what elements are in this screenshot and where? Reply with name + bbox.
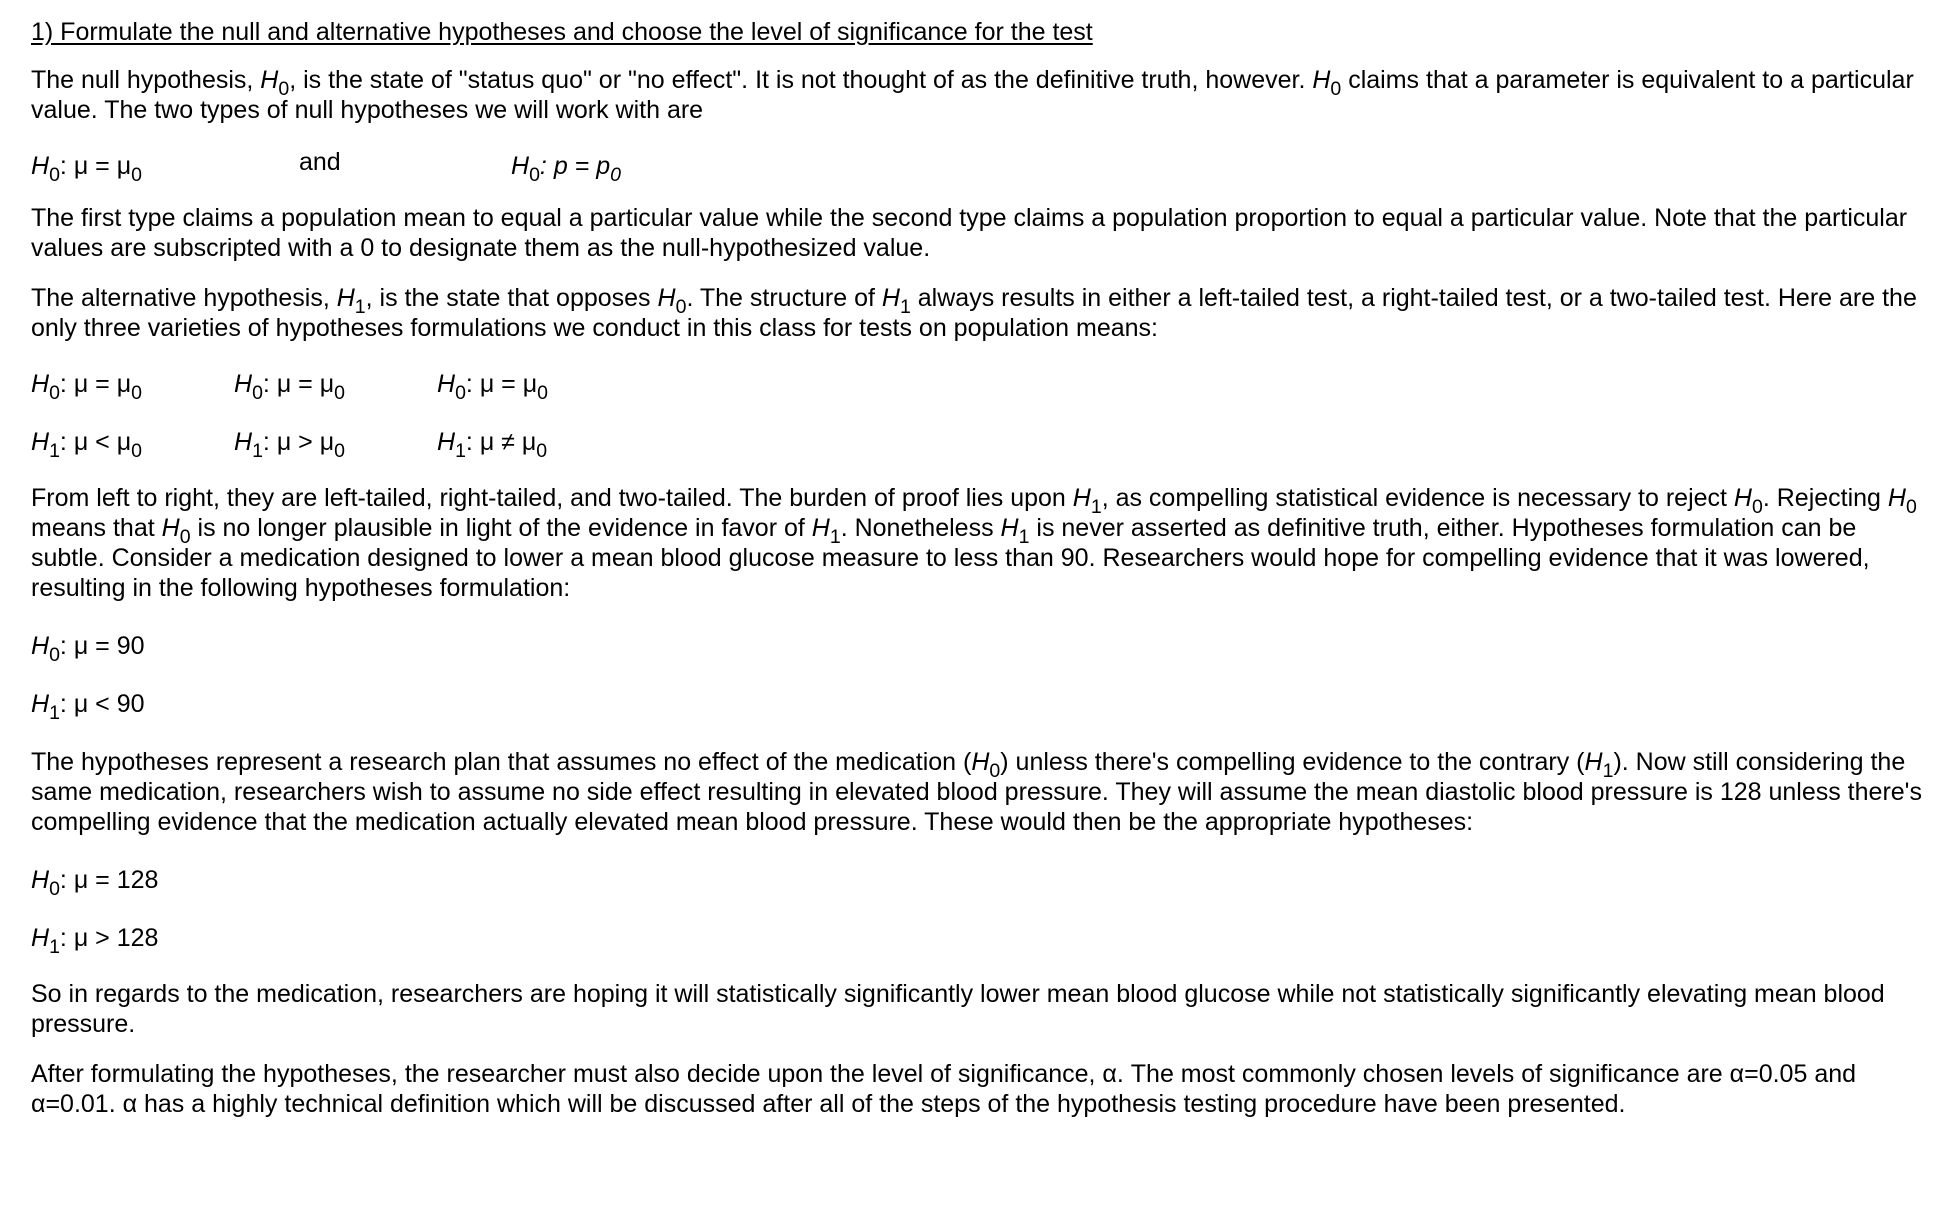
- h1-symbol: $H_1$: [881, 284, 911, 318]
- left-tailed-alt: $H_1$: $\mu < \mu_0$: [31, 428, 142, 462]
- h0-symbol: $H_0$: [971, 748, 1001, 782]
- alternative-hypothesis-paragraph: The alternative hypothesis, $H_1$, is the state that opposes $H_0$. The structure of $H_1$ always results in either a left-tailed test, a right-tailed test, or a two-tailed test. Here are the only three varieties of hypotheses formulations we conduct in this class for tests on population means:: [31, 284, 1917, 342]
- h1-symbol: $H_1$: [1584, 748, 1614, 782]
- h0-symbol: $H_0$: [1312, 66, 1342, 100]
- and-connector: and: [299, 148, 341, 176]
- proportion-null-formula: $H_0$: $p = p_0$: [511, 152, 621, 186]
- text-run: claims that a parameter is equivalent to a particular value. The two types of null hypotheses we will work with are: [31, 66, 1914, 124]
- pressure-null-formula: $H_0$: μ = 128: [31, 866, 159, 900]
- section-heading: 1) Formulate the null and alternative hypotheses and choose the level of significance for the test: [31, 18, 1093, 46]
- null-types-row: [31, 145, 1931, 203]
- text-run: The null hypothesis,: [31, 66, 261, 94]
- h1-symbol: $H_1$: [811, 514, 841, 548]
- null-hypothesis-paragraph: [31, 65, 1931, 125]
- h0-symbol: $H_0$: [657, 284, 687, 318]
- null-types-explanation: The first type claims a population mean to equal a particular value while the second type claims a population proportion to equal a particular value. Note that the particular values are subscripted with a 0 to designate them as the null-hypothesized value.: [31, 204, 1908, 262]
- glucose-alt-formula: $H_1$: μ < 90: [31, 690, 145, 724]
- two-tailed-alt: $H_1$: $\mu \ne \mu_0$: [437, 428, 548, 462]
- burden-of-proof-paragraph: From left to right, they are left-tailed, right-tailed, and two-tailed. The burden of proof lies upon $H_1$, as compelling statistical evidence is necessary to reject $H_0$. Rejecting $H_0$ means that $H_0$ is no longer plausible in light of the evidence in favor of $H_1$. Nonetheless $H_1$ is never asserted as definitive truth, either. Hypotheses formulation can be subtle. Consider a medication designed to lower a mean blood glucose measure to less than 90. Researchers would hope for compelling evidence that it was lowered, resulting in the following hypotheses formulation:: [31, 484, 1917, 602]
- research-plan-paragraph: The hypotheses represent a research plan that assumes no effect of the medication $(H_0)$ unless there's compelling evidence to the contrary $(H_1)$. Now still considering the same medication, researchers wish to assume no side effect resulting in elevated blood pressure. They will assume the mean diastolic blood pressure is 128 unless there's compelling evidence that the medication actually elevated mean blood pressure. These would then be the appropriate hypotheses:: [31, 748, 1922, 836]
- three-forms-alt-row: [31, 421, 1931, 483]
- h0-symbol: $H_0$: [161, 514, 191, 548]
- right-tailed-null: $H_0$: $\mu = \mu_0$: [234, 370, 345, 404]
- right-tailed-alt: $H_1$: $\mu > \mu_0$: [234, 428, 345, 462]
- document-body: [31, 16, 1931, 1139]
- significance-level-paragraph: After formulating the hypotheses, the researcher must also decide upon the level of significance, α. The most commonly chosen levels of significance are α=0.05 and α=0.01. α has a highly technical definition which will be discussed after all of the steps of the hypothesis testing procedure have been presented.: [31, 1060, 1857, 1118]
- text-run: , is the state of "status quo" or "no effect". It is not thought of as the definitive truth, however.: [289, 66, 1313, 94]
- h1-symbol: $H_1$: [1000, 514, 1030, 548]
- glucose-null-formula: $H_0$: μ = 90: [31, 632, 145, 666]
- h0-symbol: $H_0$: [260, 66, 290, 100]
- left-tailed-null: $H_0$: $\mu = \mu_0$: [31, 370, 142, 404]
- pressure-alt-formula: $H_1$: μ > 128: [31, 924, 159, 958]
- h0-symbol: $H_0$: [1733, 484, 1763, 518]
- h1-symbol: $H_1$: [336, 284, 366, 318]
- three-forms-null-row: [31, 363, 1931, 421]
- h0-symbol: $H_0$: [1887, 484, 1917, 518]
- h1-symbol: $H_1$: [1072, 484, 1102, 518]
- medication-summary-paragraph: So in regards to the medication, researchers are hoping it will statistically significantly lower mean blood glucose while not statistically significantly elevating mean blood pressure.: [31, 980, 1885, 1038]
- mean-null-formula: $H_0$: $\mu = \mu_0$: [31, 152, 142, 186]
- two-tailed-null: $H_0$: $\mu = \mu_0$: [437, 370, 548, 404]
